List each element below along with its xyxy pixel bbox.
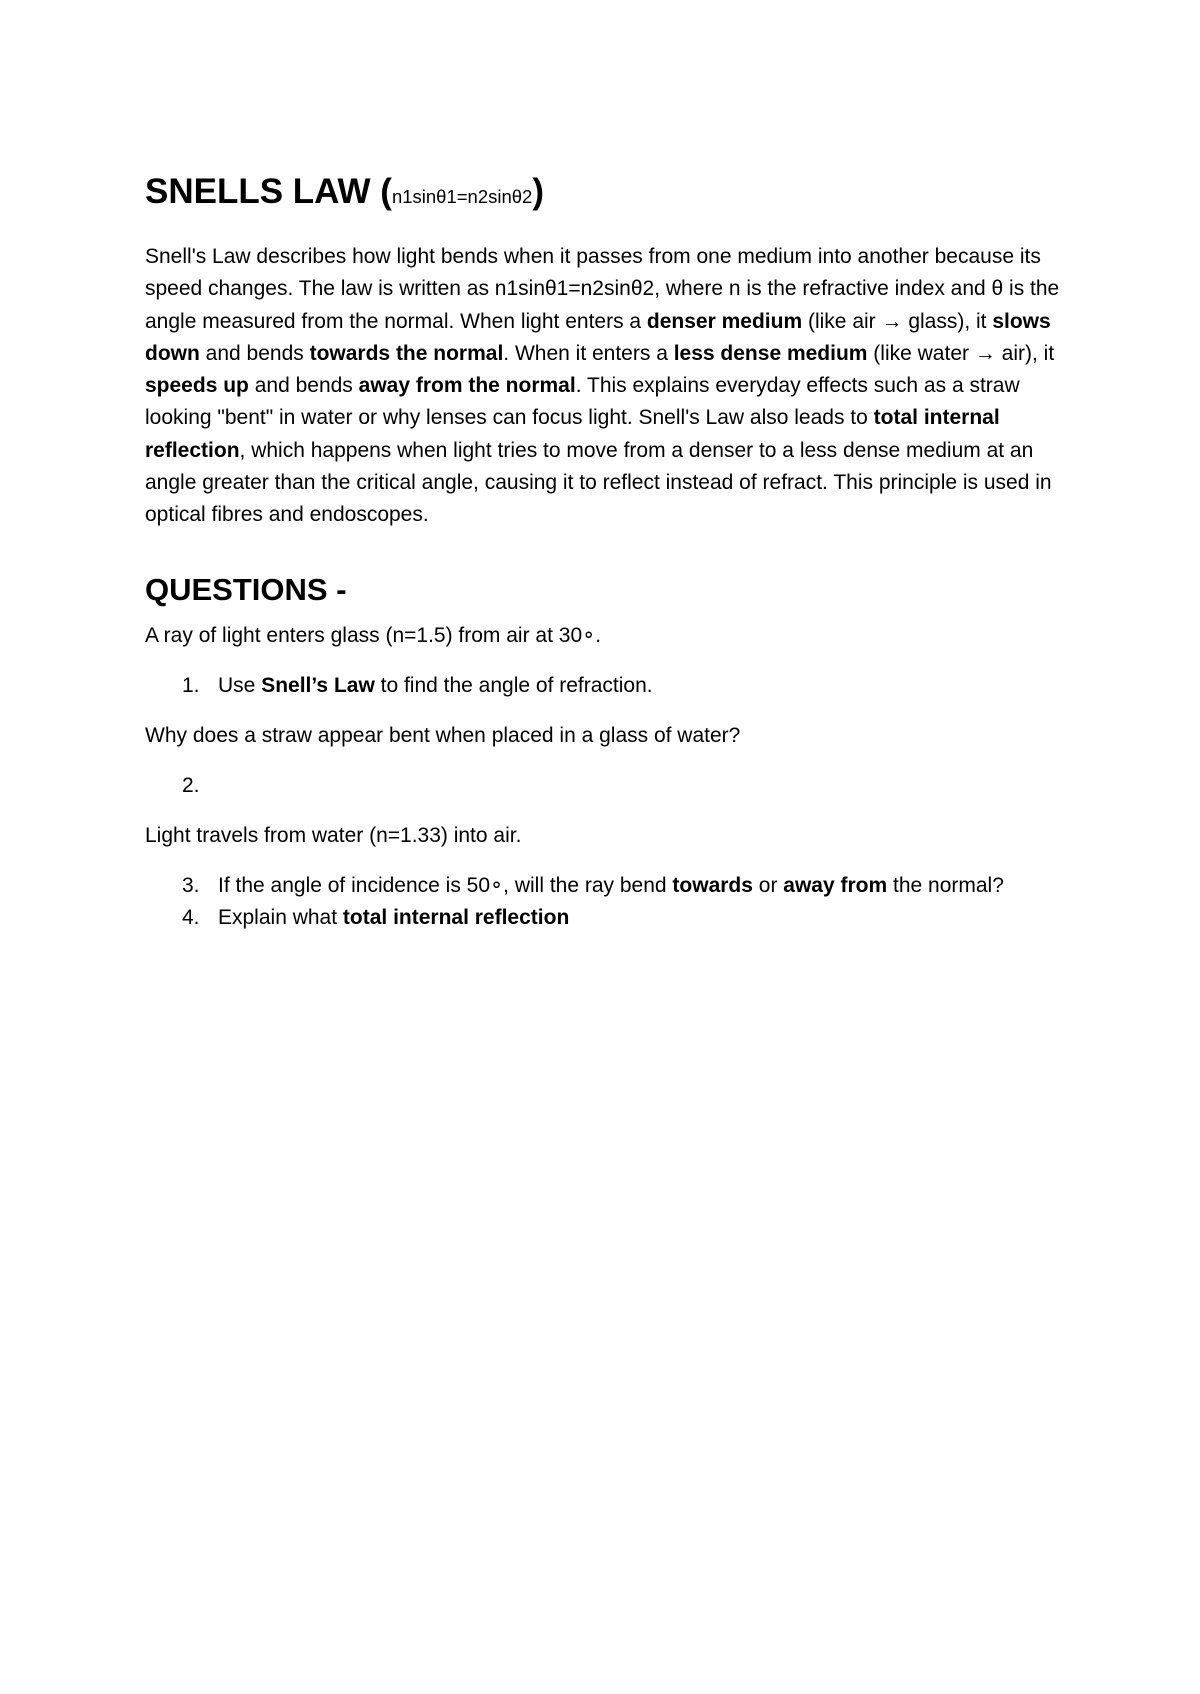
question-text: Explain what <box>218 905 343 929</box>
question-number: 3. <box>182 873 200 897</box>
paragraph-text: , which happens when light tries to move from a denser to a less dense medium at an angle greater than the critical angle, causing it to reflect instead of refract. This principle is used in optical fibres and endoscopes. <box>145 438 1052 527</box>
paragraph-text: . This explains everyday effects such as a straw looking "bent" in water or why lenses can focus light. Snell's Law also leads to <box>145 374 1020 430</box>
question-text: If the angle of incidence is 50∘, will the ray bend <box>218 873 673 897</box>
questions-heading: QUESTIONS - <box>145 571 347 607</box>
question-item-2 <box>145 770 1075 802</box>
question-bold: away from <box>783 873 888 897</box>
question-bold: total internal reflection <box>342 905 570 929</box>
intro-paragraph <box>145 241 1075 532</box>
question-text: or <box>752 873 784 897</box>
question-number: 2. <box>182 773 200 797</box>
paragraph-text: . When it enters a <box>503 341 674 365</box>
paragraph-text: (like air → glass), it <box>802 309 993 333</box>
paragraph-bold: slows down <box>145 309 1051 365</box>
paragraph-bold: less dense medium <box>673 341 868 365</box>
question-text: to find the angle of refraction. <box>374 673 653 697</box>
question-bold: towards <box>672 873 753 897</box>
question-intro-3: Light travels from water (n=1.33) into air. <box>145 823 522 847</box>
paragraph-text: (like water → air), it <box>867 341 1055 365</box>
question-list-2 <box>145 770 1075 802</box>
paragraph-bold: away from the normal <box>358 374 576 398</box>
title-text: SNELLS LAW ( <box>145 172 392 211</box>
question-number: 4. <box>182 905 200 929</box>
title-formula: n1sinθ1=n2sinθ2 <box>391 186 533 207</box>
paragraph-bold: speeds up <box>145 374 249 398</box>
question-list-1 <box>145 670 1075 702</box>
question-intro-2: Why does a straw appear bent when placed in a glass of water? <box>145 723 741 747</box>
title-close: ) <box>532 172 545 211</box>
paragraph-text: and bends <box>248 374 359 398</box>
question-number: 1. <box>182 673 200 697</box>
question-item-3 <box>145 870 1075 902</box>
page-title <box>145 170 1075 219</box>
paragraph-bold: total internal reflection <box>145 406 1000 462</box>
paragraph-bold: towards the normal <box>309 341 504 365</box>
question-list-3 <box>145 870 1075 934</box>
paragraph-text: and bends <box>199 341 310 365</box>
question-intro-1: A ray of light enters glass (n=1.5) from air at 30∘. <box>145 623 602 647</box>
paragraph-text: Snell's Law describes how light bends when it passes from one medium into another because its speed changes. The law is written as n1sinθ1=n2sinθ2, where n is the refractive index and θ is the angle measured from the normal. When light enters a <box>145 245 1060 333</box>
question-bold: Snell’s Law <box>261 673 375 697</box>
paragraph-bold: denser medium <box>646 309 803 333</box>
question-text: Use <box>218 673 262 697</box>
document-page <box>145 170 1075 952</box>
question-item-4 <box>145 902 1075 934</box>
question-item-1 <box>145 670 1075 702</box>
question-text: the normal? <box>887 873 1004 897</box>
